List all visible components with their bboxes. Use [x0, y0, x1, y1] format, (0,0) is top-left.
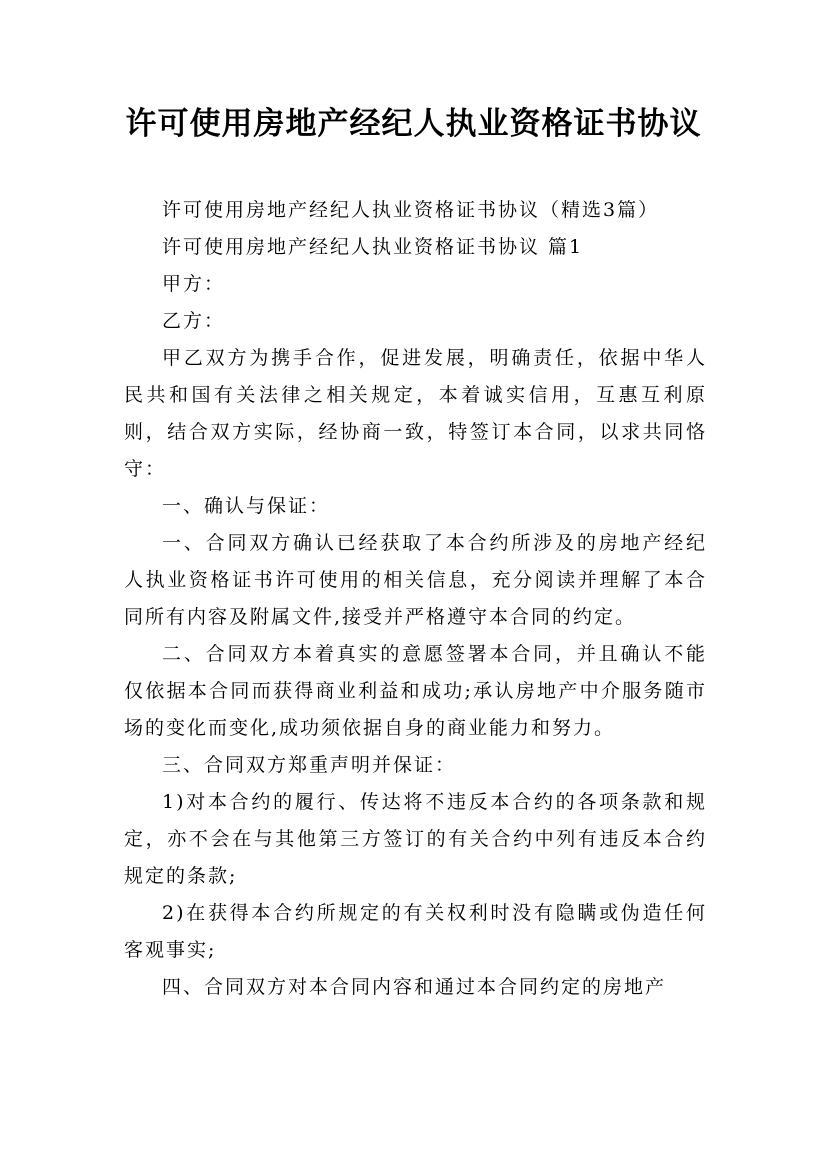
paragraph-clause-1: 一、合同双方确认已经获取了本合约所涉及的房地产经纪人执业资格证书许可使用的相关信息，充分阅读并理解了本合同所有内容及附属文件,接受并严格遵守本合同的约定。 [124, 532, 707, 628]
paragraph-clause-4: 四、合同双方对本合同内容和通过本合同约定的房地产 [162, 976, 667, 998]
paragraph-clause-3-item-1: 1)对本合约的履行、传达将不违反本合约的各项条款和规定，亦不会在与其他第三方签订的有关合约中列有违反本合约规定的条款; [124, 791, 707, 887]
paragraph-preamble: 甲乙双方为携手合作，促进发展，明确责任，依据中华人民共和国有关法律之相关规定，本着诚实信用，互惠互利原则，结合双方实际，经协商一致，特签订本合同，以求共同恪守： [124, 347, 707, 480]
paragraph-clause-2: 二、合同双方本着真实的意愿签署本合同，并且确认不能仅依据本合同而获得商业利益和成功;承认房地产中介服务随市场的变化而变化,成功须依据自身的商业能力和努力。 [124, 643, 707, 739]
document-title: 许可使用房地产经纪人执业资格证书协议 [125, 106, 702, 142]
paragraph-party-a: 甲方： [162, 273, 226, 295]
paragraph-clause-heading-1: 一、确认与保证： [162, 495, 331, 517]
paragraph-clause-3: 三、合同双方郑重声明并保证： [162, 754, 457, 776]
paragraph-subtitle: 许可使用房地产经纪人执业资格证书协议（精选3篇） [162, 199, 660, 221]
paragraph-clause-3-item-2: 2)在获得本合约所规定的有关权利时没有隐瞒或伪造任何客观事实; [124, 902, 707, 961]
paragraph-party-b: 乙方： [162, 310, 226, 332]
paragraph-section-heading: 许可使用房地产经纪人执业资格证书协议 篇1 [162, 236, 584, 258]
document-body [124, 192, 707, 1006]
